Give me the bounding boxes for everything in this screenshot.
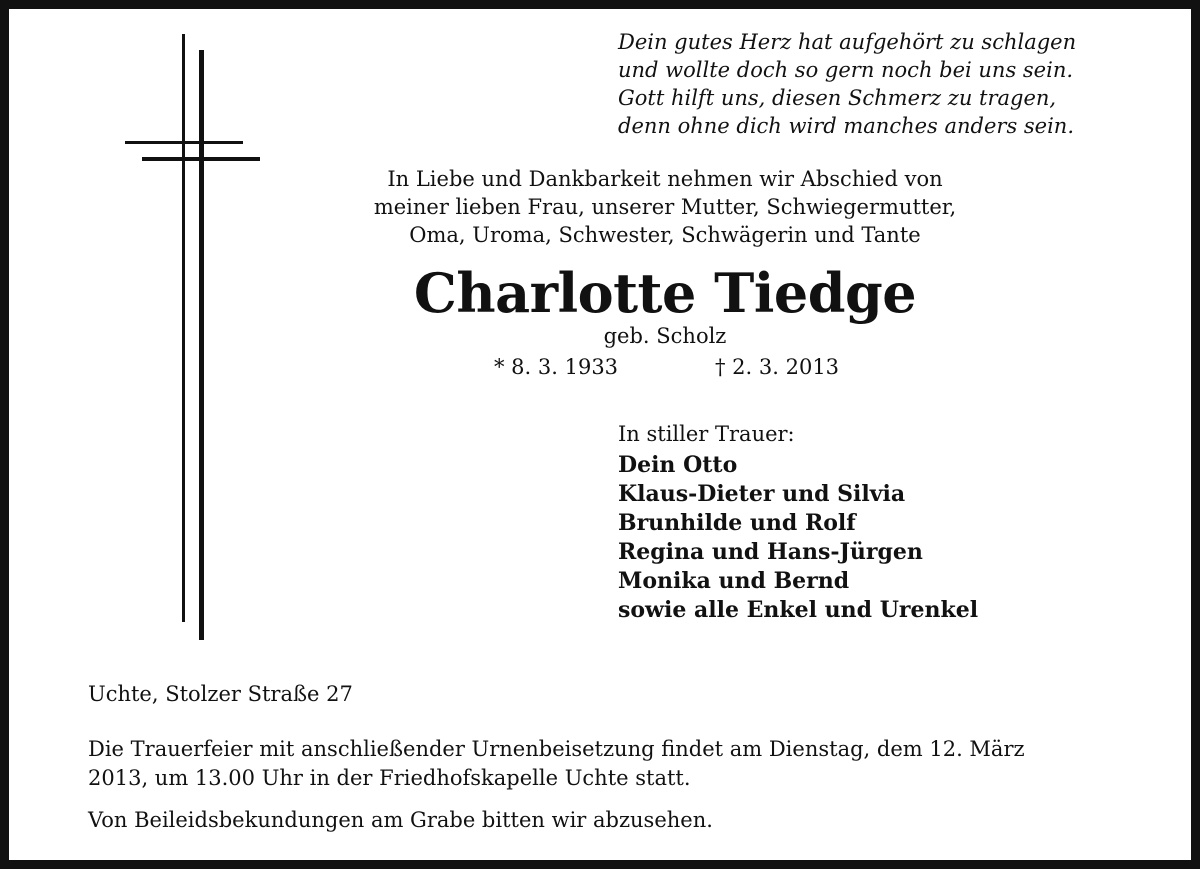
farewell-intro	[300, 165, 1030, 249]
cross-horizontal-line-top	[125, 141, 243, 144]
poem-line: und wollte doch so gern noch bei uns sein.	[618, 58, 1074, 82]
mourner-name: sowie alle Enkel und Urenkel	[618, 597, 979, 623]
cross-vertical-line-right	[199, 50, 204, 640]
mourners-label: In stiller Trauer:	[618, 422, 795, 446]
maiden-name: geb. Scholz	[603, 324, 727, 348]
poem-line: denn ohne dich wird manches anders sein.	[618, 114, 1075, 138]
intro-line: meiner lieben Frau, unserer Mutter, Schwiegermutter,	[373, 195, 957, 219]
poem-line: Dein gutes Herz hat aufgehört zu schlagen	[618, 30, 1077, 54]
condolence-note: Von Beileidsbekundungen am Grabe bitten wir abzusehen.	[88, 808, 713, 832]
mourner-name: Regina und Hans-Jürgen	[618, 539, 923, 565]
intro-line: Oma, Uroma, Schwester, Schwägerin und Tante	[409, 223, 921, 247]
deceased-name: Charlotte Tiedge	[413, 261, 917, 325]
family-address: Uchte, Stolzer Straße 27	[88, 682, 353, 706]
birth-date: * 8. 3. 1933	[494, 355, 619, 379]
mourners-list	[618, 451, 978, 625]
mourner-name: Monika und Bernd	[618, 568, 850, 594]
poem-line: Gott hilft uns, diesen Schmerz zu tragen,	[618, 86, 1057, 110]
mourner-name: Brunhilde und Rolf	[618, 510, 856, 536]
ceremony-line: 2013, um 13.00 Uhr in der Friedhofskapelle Uchte statt.	[88, 766, 691, 790]
ceremony-info	[88, 735, 1118, 793]
ceremony-line: Die Trauerfeier mit anschließender Urnenbeisetzung findet am Dienstag, dem 12. März	[88, 737, 1025, 761]
cross-vertical-line-left	[182, 34, 185, 622]
intro-line: In Liebe und Dankbarkeit nehmen wir Abschied von	[387, 167, 943, 191]
death-date: † 2. 3. 2013	[715, 355, 840, 379]
cross-horizontal-line-bottom	[142, 157, 260, 161]
memorial-poem	[618, 28, 1178, 140]
mourner-name: Dein Otto	[618, 452, 738, 478]
mourner-name: Klaus-Dieter und Silvia	[618, 481, 906, 507]
